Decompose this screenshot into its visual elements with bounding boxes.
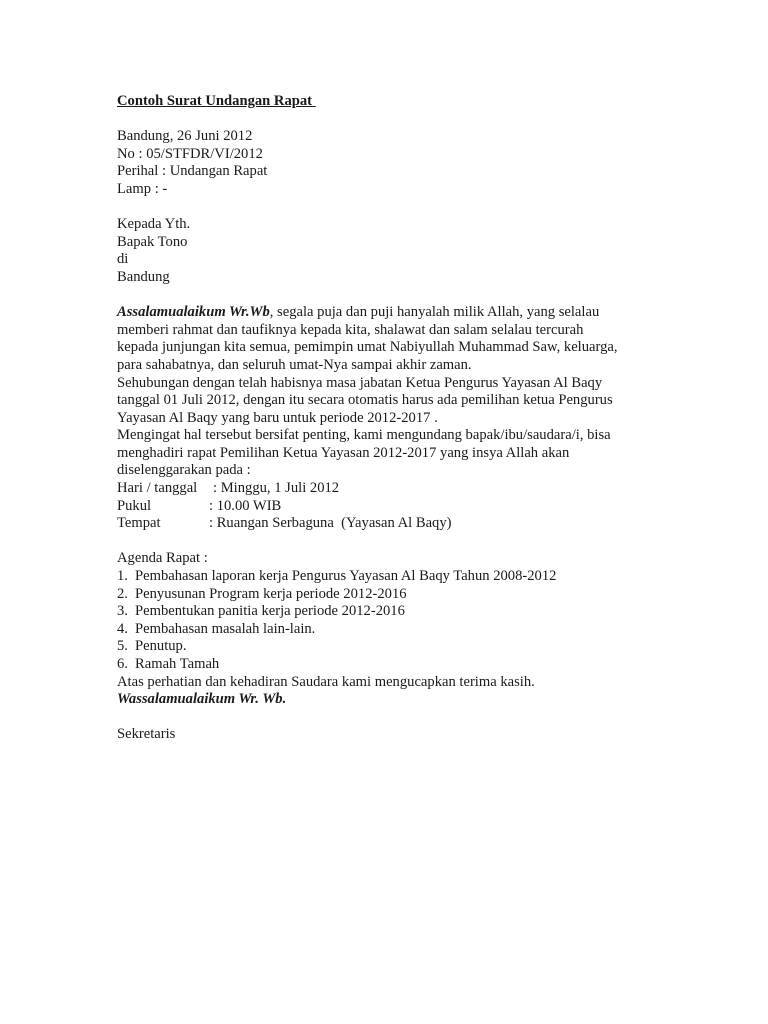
- detail-label: Hari / tanggal: [117, 480, 198, 497]
- recipient-name: Bapak Tono: [117, 233, 188, 250]
- agenda-text: Pembahasan laporan kerja Pengurus Yayasan Al Baqy Tahun 2008-2012: [135, 568, 557, 585]
- body-line: Yayasan Al Baqy yang baru untuk periode 2012-2017 .: [117, 409, 438, 426]
- agenda-item: [117, 638, 677, 656]
- detail-row: [117, 480, 677, 498]
- agenda: [117, 550, 677, 673]
- body-line: Sehubungan dengan telah habisnya masa jabatan Ketua Pengurus Yayasan Al Baqy: [117, 374, 603, 391]
- closing: [117, 674, 677, 744]
- spacer: [117, 199, 677, 217]
- agenda-number: 4.: [117, 620, 128, 637]
- agenda-item: [117, 586, 677, 604]
- agenda-number: 3.: [117, 603, 128, 620]
- recipient-block: [117, 216, 677, 286]
- body-line: kepada junjungan kita semua, pemimpin umat Nabiyullah Muhammad Saw, keluarga,: [117, 339, 618, 356]
- body-line: diselenggarakan pada :: [117, 462, 251, 479]
- body-line: [117, 304, 677, 322]
- spacer: [117, 111, 677, 129]
- detail-value: : Minggu, 1 Juli 2012: [213, 480, 340, 497]
- spacer: [117, 287, 677, 305]
- agenda-item: [117, 568, 677, 586]
- agenda-number: 6.: [117, 656, 128, 672]
- meeting-details: [117, 480, 677, 533]
- letter-attachment: Lamp : -: [117, 180, 168, 197]
- letter-title: Contoh Surat Undangan Rapat: [117, 93, 316, 109]
- agenda-number: 1.: [117, 568, 128, 585]
- detail-value: : 10.00 WIB: [209, 497, 282, 514]
- agenda-text: Pembentukan panitia kerja periode 2012-2016: [135, 603, 405, 620]
- agenda-number: 5.: [117, 638, 128, 655]
- recipient-at: di: [117, 251, 129, 268]
- body-line: para sahabatnya, dan seluruh umat-Nya sampai akhir zaman.: [117, 356, 472, 373]
- detail-value: : Ruangan Serbaguna (Yayasan Al Baqy): [209, 515, 452, 532]
- letter-number: No : 05/STFDR/VI/2012: [117, 145, 263, 162]
- agenda-heading: Agenda Rapat :: [117, 550, 208, 567]
- letter-page: [117, 93, 677, 744]
- agenda-item: [117, 621, 677, 639]
- letter-body: [117, 304, 677, 480]
- agenda-text: Penyusunan Program kerja periode 2012-2016: [135, 585, 407, 602]
- spacer: [117, 709, 677, 727]
- detail-row: [117, 515, 677, 533]
- agenda-text: Ramah Tamah: [135, 656, 220, 672]
- body-line: tanggal 01 Juli 2012, dengan itu secara otomatis harus ada pemilihan ketua Pengurus: [117, 392, 613, 409]
- greeting: Assalamualaikum Wr.Wb: [117, 304, 270, 321]
- letter-subject: Perihal : Undangan Rapat: [117, 163, 268, 180]
- body-text: , segala puja dan puji hanyalah milik Allah, yang selalau: [269, 304, 600, 321]
- closing-farewell: Wassalamualaikum Wr. Wb.: [117, 691, 287, 708]
- agenda-text: Pembahasan masalah lain-lain.: [135, 620, 316, 637]
- detail-label: Tempat: [117, 515, 161, 532]
- agenda-text: Penutup.: [135, 638, 187, 655]
- body-line: Mengingat hal tersebut bersifat penting, kami mengundang bapak/ibu/saudara/i, bisa: [117, 427, 611, 444]
- closing-thanks: Atas perhatian dan kehadiran Saudara kami mengucapkan terima kasih.: [117, 673, 535, 690]
- body-line: menghadiri rapat Pemilihan Ketua Yayasan 2012-2017 yang insya Allah akan: [117, 444, 570, 461]
- recipient-to: Kepada Yth.: [117, 216, 191, 233]
- spacer: [117, 533, 677, 551]
- agenda-item: [117, 603, 677, 621]
- agenda-number: 2.: [117, 585, 128, 602]
- detail-row: [117, 498, 677, 516]
- body-line: memberi rahmat dan taufiknya kepada kita, shalawat dan salam selalau tercurah: [117, 321, 584, 338]
- detail-label: Pukul: [117, 497, 152, 514]
- agenda-item: [117, 656, 677, 674]
- recipient-city: Bandung: [117, 268, 170, 285]
- signer-title: Sekretaris: [117, 726, 176, 743]
- letter-header: [117, 128, 677, 198]
- place-date: Bandung, 26 Juni 2012: [117, 128, 253, 145]
